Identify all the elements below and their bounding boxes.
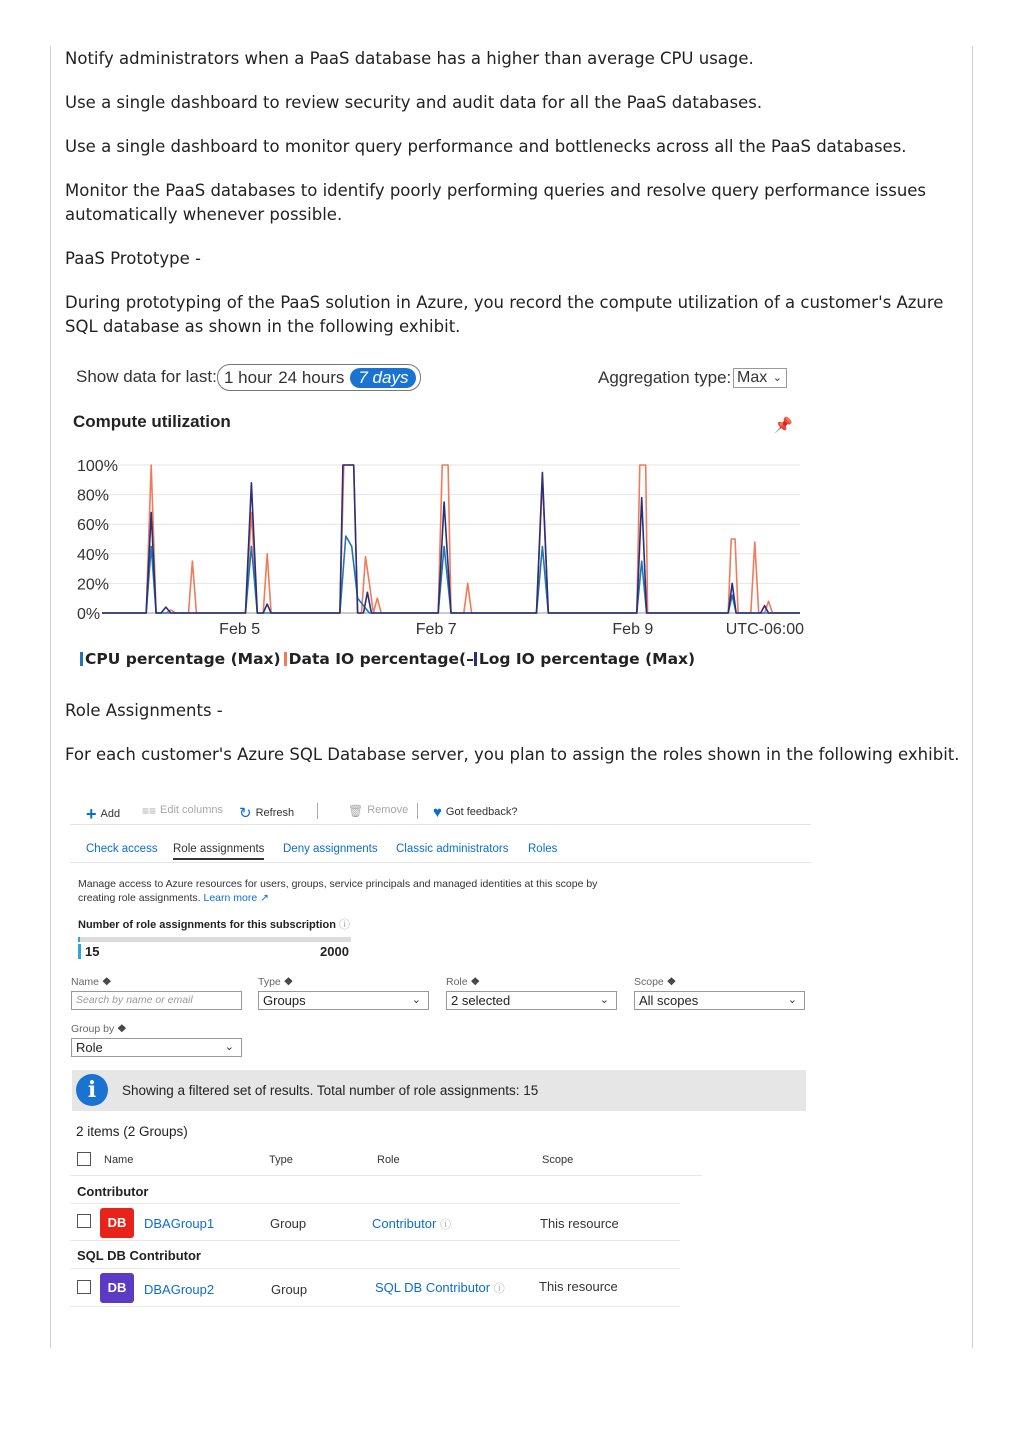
role-cell xyxy=(372,1216,451,1232)
y-tick-label: 0% xyxy=(77,606,101,623)
time-range-selector[interactable] xyxy=(217,364,421,391)
aggregation-value: Max xyxy=(737,369,768,386)
y-tick-label: 40% xyxy=(77,546,110,564)
aggregation-select[interactable] xyxy=(733,368,787,388)
section-heading: PaaS Prototype - xyxy=(65,249,201,268)
paragraph: During prototyping of the PaaS solution in Azure, you record the compute utilization of a customer's Azure SQL database as shown in the following exhibit. xyxy=(65,293,944,336)
group-name-link[interactable]: DBAGroup1 xyxy=(144,1216,215,1231)
y-tick-label: 80% xyxy=(77,487,110,505)
paragraph: Use a single dashboard to monitor query performance and bottlenecks across all the PaaS databases. xyxy=(65,137,907,156)
x-tick-label: Feb 7 xyxy=(415,621,457,638)
pin-icon[interactable]: 📌 xyxy=(774,417,793,434)
chart-title: Compute utilization xyxy=(73,412,231,431)
document-body-2 xyxy=(65,699,965,787)
description xyxy=(78,877,598,905)
role-filter-value: 2 selected xyxy=(451,993,511,1008)
left-page-rule xyxy=(50,46,51,1348)
groupby-label: Group by ❖ xyxy=(71,1023,127,1035)
toolbar-divider xyxy=(417,803,418,819)
legend-data-io: Data IO percentage(– xyxy=(288,650,474,668)
legend-log-io: Log IO percentage (Max) xyxy=(478,650,696,668)
items-count: 2 items (2 Groups) xyxy=(76,1124,188,1139)
scope-filter-label: Scope ❖ xyxy=(634,976,677,988)
trash-icon: 🗑 xyxy=(348,804,364,818)
type-filter-label: Type ❖ xyxy=(258,976,294,988)
groupby-value: Role xyxy=(76,1040,103,1055)
role-link[interactable]: SQL DB Contributor xyxy=(375,1280,491,1295)
scope-filter-select[interactable] xyxy=(634,991,805,1010)
type-filter-select[interactable] xyxy=(258,991,429,1010)
legend-swatch xyxy=(80,652,83,666)
scope-cell: This resource xyxy=(539,1279,618,1294)
toolbar xyxy=(70,794,811,825)
type-filter-value: Groups xyxy=(263,993,306,1008)
divider xyxy=(70,1268,680,1269)
aggregation-label: Aggregation type: xyxy=(598,368,732,387)
banner-text: Showing a filtered set of results. Total number of role assignments: 15 xyxy=(122,1083,539,1098)
chevron-down-icon: ⌄ xyxy=(787,994,797,1006)
tab-bar xyxy=(70,840,811,863)
table-header xyxy=(70,1150,702,1176)
heart-icon: ♥ xyxy=(433,804,442,821)
y-tick-label: 60% xyxy=(77,517,110,535)
group-name-link[interactable]: DBAGroup2 xyxy=(144,1282,215,1297)
chevron-down-icon: ⌄ xyxy=(772,372,782,384)
add-button[interactable]: + Add xyxy=(86,804,121,824)
name-search-input[interactable]: Search by name or email xyxy=(71,991,242,1010)
type-cell: Group xyxy=(271,1282,308,1297)
show-data-label: Show data for last: xyxy=(76,367,217,386)
avatar: DB xyxy=(100,1208,134,1238)
tab-role-assignments[interactable]: Role assignments xyxy=(173,843,264,860)
series-line xyxy=(102,465,800,613)
divider xyxy=(70,1203,680,1204)
chart-legend xyxy=(80,650,695,668)
type-cell: Group xyxy=(270,1216,307,1231)
scope-cell: This resource xyxy=(540,1216,619,1231)
info-icon: ⓘ xyxy=(439,1219,451,1231)
paragraph: Use a single dashboard to review security and audit data for all the PaaS databases. xyxy=(65,93,763,112)
role-quota-bar xyxy=(78,937,351,942)
info-icon: ⓘ xyxy=(493,1283,505,1295)
info-banner xyxy=(72,1070,806,1111)
column-role[interactable]: Role xyxy=(377,1154,400,1166)
x-tick-label: Feb 5 xyxy=(219,621,261,638)
info-icon: i xyxy=(76,1074,108,1106)
refresh-icon: ↻ xyxy=(239,805,252,822)
role-count-current: 15 xyxy=(78,944,99,959)
refresh-button[interactable]: ↻ Refresh xyxy=(239,805,295,822)
groupby-select[interactable] xyxy=(71,1038,242,1057)
role-filter-select[interactable] xyxy=(446,991,617,1010)
timezone-label: UTC-06:00 xyxy=(725,621,804,638)
feedback-button[interactable]: ♥ Got feedback? xyxy=(433,804,518,821)
row-checkbox[interactable] xyxy=(77,1280,91,1294)
role-filter-label: Role ❖ xyxy=(446,976,480,988)
column-type[interactable]: Type xyxy=(269,1154,293,1166)
role-count-label: Number of role assignments for this subscription ⓘ xyxy=(78,919,350,931)
chevron-down-icon: ⌄ xyxy=(599,994,609,1006)
description-text: Manage access to Azure resources for users, groups, service principals and managed identities at this scope by creating role assignments. xyxy=(78,878,598,904)
legend-swatch xyxy=(284,652,287,666)
time-option-24-hours[interactable]: 24 hours xyxy=(278,367,345,387)
legend-swatch xyxy=(474,652,477,666)
avatar: DB xyxy=(100,1273,134,1303)
time-option-1-hour[interactable]: 1 hour xyxy=(224,367,273,387)
columns-icon: ≡≡ xyxy=(142,804,157,818)
tab-deny-assignments[interactable]: Deny assignments xyxy=(283,843,378,855)
compute-utilization-exhibit xyxy=(70,360,810,680)
select-all-checkbox[interactable] xyxy=(77,1152,91,1166)
learn-more-link[interactable]: Learn more xyxy=(203,892,258,904)
group-header-sql-db-contributor: SQL DB Contributor xyxy=(77,1248,201,1263)
document-body xyxy=(65,47,965,359)
compute-utilization-chart xyxy=(70,448,810,648)
paragraph: Notify administrators when a PaaS database has a higher than average CPU usage. xyxy=(65,49,754,68)
info-icon: ⓘ xyxy=(339,919,350,931)
column-name[interactable]: Name xyxy=(104,1154,134,1166)
role-count-max: 2000 xyxy=(320,944,349,959)
divider xyxy=(70,1306,680,1307)
y-tick-label: 100% xyxy=(77,458,118,475)
tab-classic-administrators[interactable]: Classic administrators xyxy=(396,843,509,855)
role-quota-fill xyxy=(78,937,80,942)
time-option-7-days[interactable]: 7 days xyxy=(350,368,416,388)
right-page-rule xyxy=(972,46,973,1348)
tab-check-access[interactable]: Check access xyxy=(86,843,158,855)
y-tick-label: 20% xyxy=(77,576,110,594)
paragraph: Monitor the PaaS databases to identify poorly performing queries and resolve query performance issues automatically whenever possible. xyxy=(65,181,927,224)
role-cell xyxy=(375,1280,505,1296)
remove-button[interactable]: 🗑 Remove xyxy=(348,804,409,818)
x-tick-label: Feb 9 xyxy=(612,621,654,638)
tab-roles[interactable]: Roles xyxy=(528,843,558,855)
legend-cpu: CPU percentage (Max) xyxy=(85,650,281,668)
group-header-contributor: Contributor xyxy=(77,1184,149,1199)
row-checkbox[interactable] xyxy=(77,1214,91,1228)
column-scope[interactable]: Scope xyxy=(542,1154,574,1166)
paragraph: For each customer's Azure SQL Database server, you plan to assign the roles shown in the following exhibit. xyxy=(65,745,960,764)
name-filter-label: Name ❖ xyxy=(71,976,112,988)
chevron-down-icon: ⌄ xyxy=(411,994,421,1006)
role-link[interactable]: Contributor xyxy=(372,1216,437,1231)
scope-filter-value: All scopes xyxy=(639,993,699,1008)
chevron-down-icon: ⌄ xyxy=(224,1041,234,1053)
toolbar-divider xyxy=(317,803,318,819)
section-heading: Role Assignments - xyxy=(65,701,223,720)
plus-icon: + xyxy=(86,804,97,824)
external-link-icon: ↗ xyxy=(257,892,269,904)
role-assignments-exhibit xyxy=(70,792,815,1322)
edit-columns-button[interactable]: ≡≡ Edit columns xyxy=(142,804,223,818)
divider xyxy=(70,1240,680,1241)
